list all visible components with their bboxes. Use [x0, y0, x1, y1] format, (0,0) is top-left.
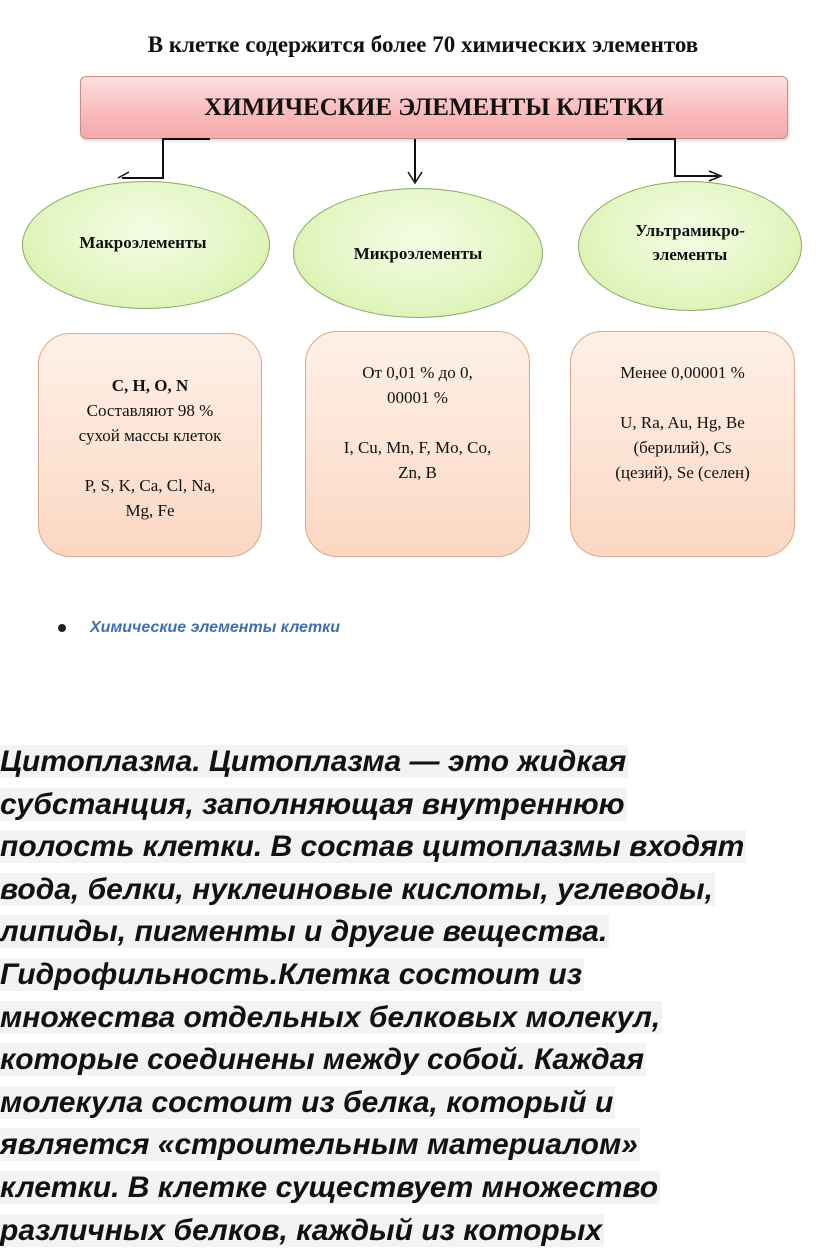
chemical-elements-diagram	[0, 0, 816, 600]
micro-line: От 0,01 % до 0,	[362, 363, 473, 382]
article-line: полость клетки. В состав цитоплазмы входят	[0, 830, 745, 864]
article-line: является «строительным материалом»	[0, 1128, 638, 1162]
node-ultramicroelements	[578, 181, 802, 311]
macro-line: P, S, K, Ca, Cl, Na,	[84, 476, 216, 495]
caption-link[interactable]: Химические элементы клетки	[90, 619, 341, 636]
article-line: клетки. В клетке существует множество	[0, 1170, 659, 1204]
article-line: различных белков, каждый из которых	[0, 1213, 603, 1247]
connector-right	[627, 139, 718, 176]
macro-line: Составляют 98 %	[86, 401, 214, 420]
caption-list-item	[58, 617, 340, 639]
info-box-macroelements	[38, 333, 262, 557]
article-text	[0, 741, 816, 1252]
micro-line: 00001 %	[387, 388, 448, 407]
node-ultra-label-line1: Ультрамикро-	[635, 221, 745, 240]
article-line: Цитоплазма. Цитоплазма — это жидкая	[0, 745, 627, 778]
diagram-title: В клетке содержится более 70 химических элементов	[147, 32, 699, 57]
ultra-line: Менее 0,00001 %	[620, 363, 745, 382]
article-line: липиды, пигменты и другие вещества.	[0, 915, 608, 949]
article-line: Гидрофильность.Клетка состоит из	[0, 957, 583, 991]
micro-line: I, Cu, Mn, F, Mo, Co,	[343, 438, 492, 457]
node-microelements	[293, 188, 543, 318]
info-box-ultramicroelements	[570, 331, 795, 557]
macro-line: C, H, O, N	[111, 376, 189, 395]
ultra-line: (берилий), Cs	[633, 438, 732, 457]
macro-line: Mg, Fe	[125, 501, 175, 520]
root-node-chemical-elements: ХИМИЧЕСКИЕ ЭЛЕМЕНТЫ КЛЕТКИ	[80, 76, 788, 139]
article-line: которые соединены между собой. Каждая	[0, 1043, 645, 1077]
macro-line: сухой массы клеток	[78, 426, 222, 445]
node-ultra-label-line2: элементы	[652, 245, 728, 264]
macro-gap	[39, 448, 261, 473]
node-microelements-label: Микроэлементы	[353, 244, 483, 263]
micro-line: Zn, B	[398, 463, 437, 482]
bullet-icon	[58, 624, 66, 632]
connector-left	[122, 139, 210, 178]
ultra-line: U, Ra, Au, Hg, Be	[620, 413, 745, 432]
node-ultramicroelements-label	[635, 219, 745, 267]
info-box-microelements	[305, 331, 530, 557]
micro-gap	[306, 410, 529, 435]
node-macroelements-label: Макроэлементы	[79, 233, 207, 252]
article-line: молекула состоит из белка, который и	[0, 1085, 614, 1119]
article-line: множества отдельных белковых молекул,	[0, 1000, 661, 1034]
node-macroelements	[22, 181, 270, 309]
article-line: вода, белки, нуклеиновые кислоты, углеводы,	[0, 872, 713, 906]
ultra-line: (цезий), Se (селен)	[615, 463, 750, 482]
article-line: субстанция, заполняющая внутреннюю	[0, 787, 625, 821]
ultra-gap	[571, 385, 794, 410]
